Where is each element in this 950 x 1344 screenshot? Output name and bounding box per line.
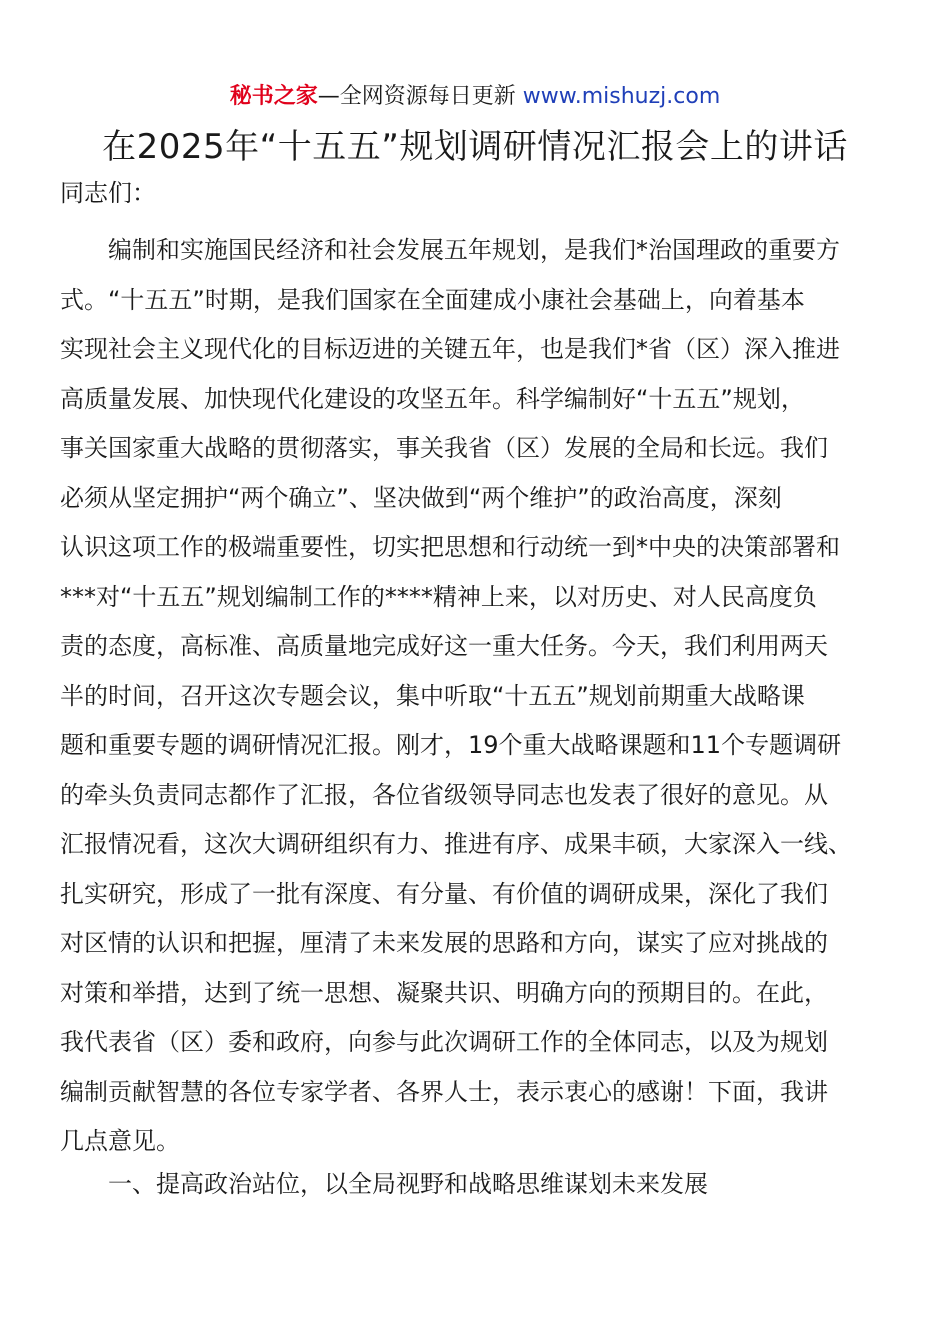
site-tagline: —全网资源每日更新 bbox=[317, 84, 523, 109]
paragraph-line: 我代表省（区）委和政府，向参与此次调研工作的全体同志，以及为规划 bbox=[60, 1028, 828, 1056]
document-title: 在2025年“十五五”规划调研情况汇报会上的讲话 bbox=[102, 127, 848, 167]
paragraph-line: 的牵头负责同志都作了汇报，各位省级领导同志也发表了很好的意见。从 bbox=[60, 780, 828, 809]
paragraph-line: 扎实研究，形成了一批有深度、有分量、有价值的调研成果，深化了我们 bbox=[60, 879, 828, 908]
paragraph-line: 责的态度，高标准、高质量地完成好这一重大任务。今天，我们利用两天 bbox=[60, 632, 828, 660]
paragraph-line: 编制和实施国民经济和社会发展五年规划，是我们*治国理政的重要方 bbox=[108, 236, 840, 264]
salutation: 同志们： bbox=[60, 179, 156, 207]
paragraph-line: 必须从坚定拥护“两个确立”、坚决做到“两个维护”的政治高度，深刻 bbox=[60, 483, 782, 512]
paragraph-line: 编制贡献智慧的各位专家学者、各界人士，表示衷心的感谢！下面，我讲 bbox=[60, 1077, 828, 1106]
paragraph-line: 认识这项工作的极端重要性，切实把思想和行动统一到*中央的决策部署和 bbox=[60, 533, 840, 561]
site-url-link[interactable]: www.mishuzj.com bbox=[522, 84, 721, 109]
paragraph-line: ***对“十五五”规划编制工作的****精神上来，以对历史、对人民高度负 bbox=[60, 582, 817, 611]
site-banner bbox=[0, 80, 950, 114]
body-paragraph bbox=[60, 226, 890, 1167]
section-heading-1: 一、提高政治站位，以全局视野和战略思维谋划未来发展 bbox=[108, 1170, 708, 1198]
paragraph-line: 汇报情况看，这次大调研组织有力、推进有序、成果丰硕，大家深入一线、 bbox=[60, 830, 852, 858]
site-brand: 秘书之家 bbox=[229, 84, 318, 109]
paragraph-line: 对策和举措，达到了统一思想、凝聚共识、明确方向的预期目的。在此， bbox=[60, 978, 828, 1007]
paragraph-line: 事关国家重大战略的贯彻落实，事关我省（区）发展的全局和长远。我们 bbox=[60, 434, 828, 462]
paragraph-line: 式。“十五五”时期，是我们国家在全面建成小康社会基础上，向着基本 bbox=[60, 285, 805, 314]
paragraph-line: 对区情的认识和把握，厘清了未来发展的思路和方向，谋实了应对挑战的 bbox=[60, 929, 828, 957]
paragraph-line: 高质量发展、加快现代化建设的攻坚五年。科学编制好“十五五”规划， bbox=[60, 384, 805, 413]
paragraph-line: 题和重要专题的调研情况汇报。刚才，19个重大战略课题和11个专题调研 bbox=[60, 731, 842, 759]
paragraph-line: 实现社会主义现代化的目标迈进的关键五年，也是我们*省（区）深入推进 bbox=[60, 335, 840, 363]
paragraph-line: 半的时间，召开这次专题会议，集中听取“十五五”规划前期重大战略课 bbox=[60, 681, 805, 710]
paragraph-line: 几点意见。 bbox=[60, 1127, 180, 1155]
